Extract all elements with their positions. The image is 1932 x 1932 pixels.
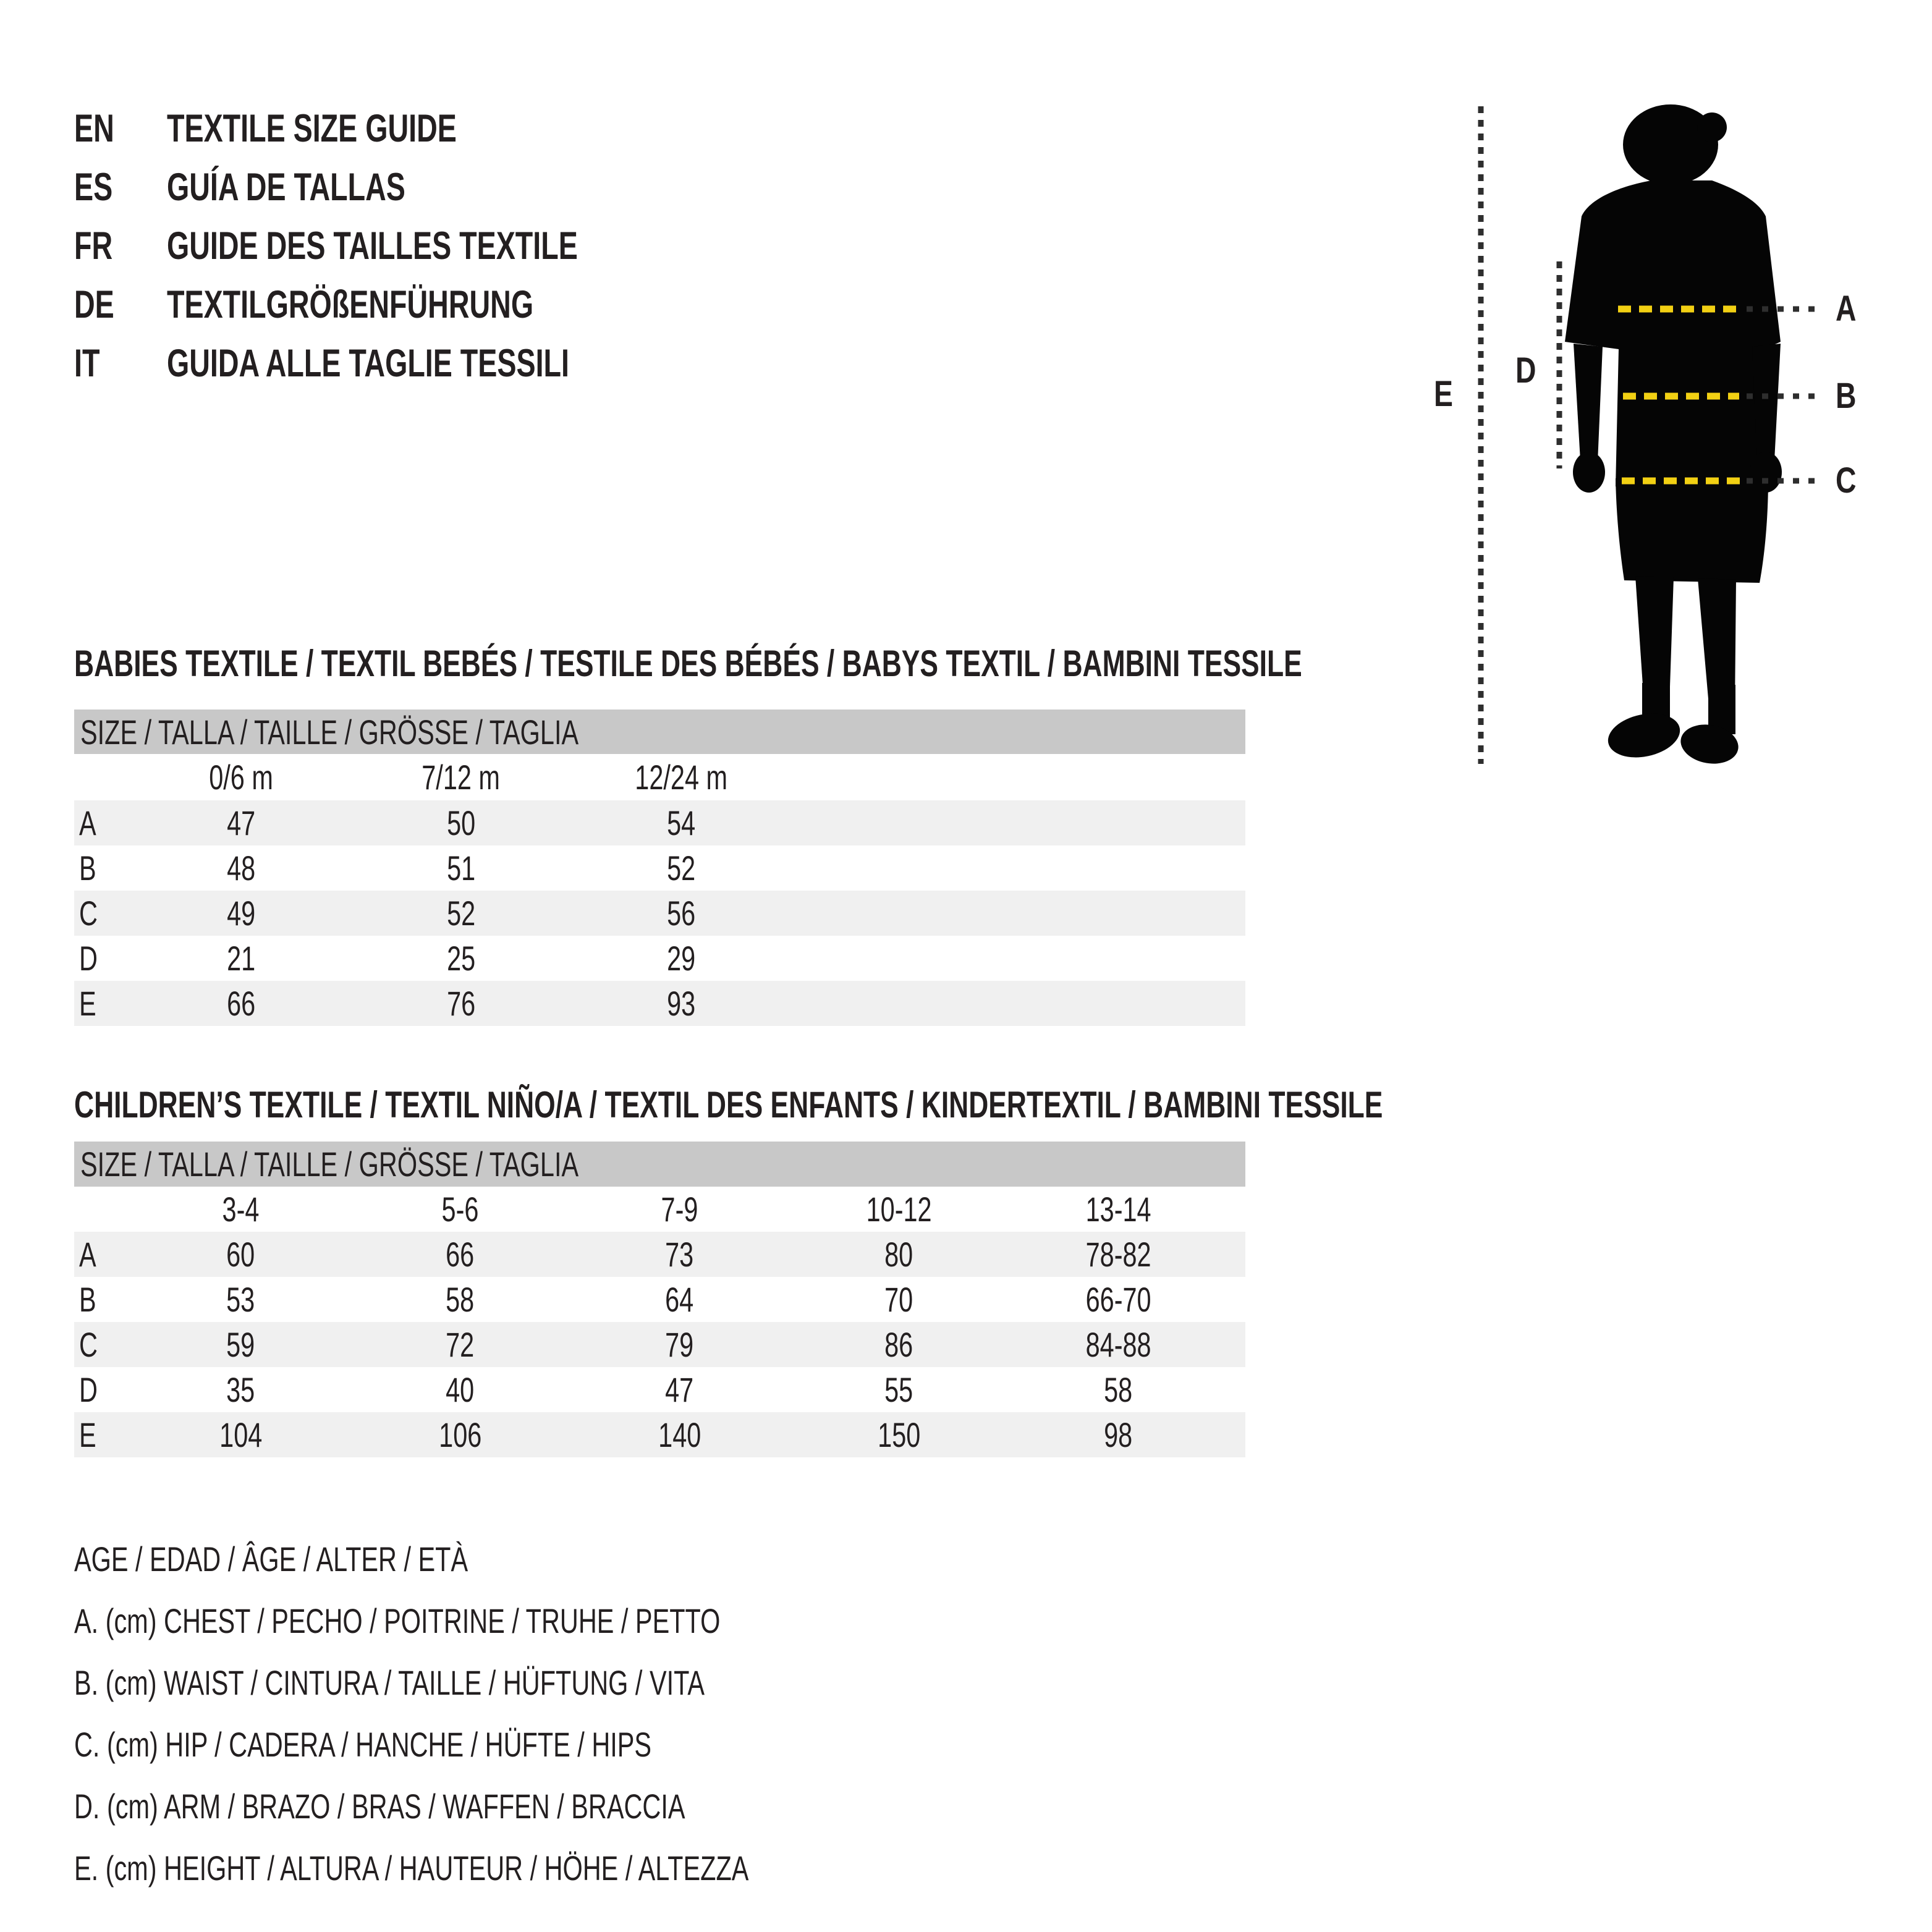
legend-age: AGE / EDAD / ÂGE / ALTER / ETÀ — [74, 1539, 468, 1578]
babies-size-header-bar: SIZE / TALLA / TAILLE / GRÖSSE / TAGLIA — [74, 710, 1245, 754]
babies-table-title: BABIES TEXTILE / TEXTIL BEBÉS / TESTILE DES BÉBÉS / BABYS TEXTIL / BAMBINI TESSILE — [74, 643, 1302, 684]
lang-title-fr: GUIDE DES TAILLES TEXTILE — [167, 224, 578, 268]
lang-row-en — [74, 99, 722, 158]
table-row: A 60 66 73 80 78-82 — [74, 1232, 1245, 1277]
lang-row-es — [74, 158, 722, 216]
legend-height: E. (cm) HEIGHT / ALTURA / HAUTEUR / HÖHE / ALTEZZA — [74, 1848, 749, 1888]
lang-title-es: GUÍA DE TALLAS — [167, 165, 405, 209]
table-row: C 59 72 79 86 84-88 — [74, 1322, 1245, 1367]
lang-row-it — [74, 334, 722, 392]
legend-chest: A. (cm) CHEST / PECHO / POITRINE / TRUHE / PETTO — [74, 1601, 721, 1640]
figure-label-c: C — [1836, 460, 1857, 501]
children-size-header-bar: SIZE / TALLA / TAILLE / GRÖSSE / TAGLIA — [74, 1142, 1245, 1187]
children-col-1: 5-6 — [441, 1190, 479, 1229]
children-column-header-row — [74, 1187, 1245, 1232]
lang-code-es: ES — [74, 165, 113, 209]
children-col-4: 13-14 — [1085, 1190, 1151, 1229]
table-row: B 53 58 64 70 66-70 — [79, 1280, 1151, 1319]
children-col-2: 7-9 — [661, 1190, 698, 1229]
table-row: D 35 40 47 55 58 — [79, 1370, 1133, 1409]
babies-col-1: 7/12 m — [422, 758, 501, 797]
table-row: C 49 52 56 — [74, 891, 1245, 936]
table-row: E 104 106 140 150 98 — [74, 1412, 1245, 1457]
legend-waist: B. (cm) WAIST / CINTURA / TAILLE / HÜFTUNG / VITA — [74, 1663, 705, 1702]
figure-label-a: A — [1836, 289, 1857, 329]
table-row: E 66 76 93 — [74, 981, 1245, 1026]
lang-title-de: TEXTILGRÖßENFÜHRUNG — [167, 282, 534, 326]
lang-code-en: EN — [74, 106, 114, 150]
lang-row-fr — [74, 216, 722, 275]
children-col-0: 3-4 — [222, 1190, 260, 1229]
lang-row-de — [74, 275, 722, 334]
babies-column-header-row — [74, 754, 1245, 800]
children-col-3: 10-12 — [866, 1190, 932, 1229]
lang-code-de: DE — [74, 282, 114, 326]
children-table-title: CHILDREN’S TEXTILE / TEXTIL NIÑO/A / TEXTIL DES ENFANTS / KINDERTEXTIL / BAMBINI TESSILE — [74, 1084, 1383, 1125]
legend-arm: D. (cm) ARM / BRAZO / BRAS / WAFFEN / BRACCIA — [74, 1786, 685, 1826]
lang-title-it: GUIDA ALLE TAGLIE TESSILI — [167, 341, 569, 385]
babies-col-0: 0/6 m — [209, 758, 273, 797]
figure-label-d: D — [1515, 350, 1536, 391]
table-row: B 48 51 52 — [79, 849, 696, 888]
babies-table — [74, 710, 1245, 1026]
legend-hip: C. (cm) HIP / CADERA / HANCHE / HÜFTE / HIPS — [74, 1724, 652, 1764]
measurement-legend — [74, 1528, 986, 1899]
lang-code-it: IT — [74, 341, 100, 385]
lang-code-fr: FR — [74, 224, 113, 268]
figure-label-e: E — [1434, 374, 1453, 414]
language-title-block — [74, 99, 722, 392]
table-row: D 21 25 29 — [79, 939, 696, 978]
children-table — [74, 1142, 1245, 1457]
lang-title-en: TEXTILE SIZE GUIDE — [167, 106, 457, 150]
figure-label-b: B — [1836, 376, 1857, 416]
table-row: A 47 50 54 — [74, 800, 1245, 845]
babies-col-2: 12/24 m — [635, 758, 727, 797]
